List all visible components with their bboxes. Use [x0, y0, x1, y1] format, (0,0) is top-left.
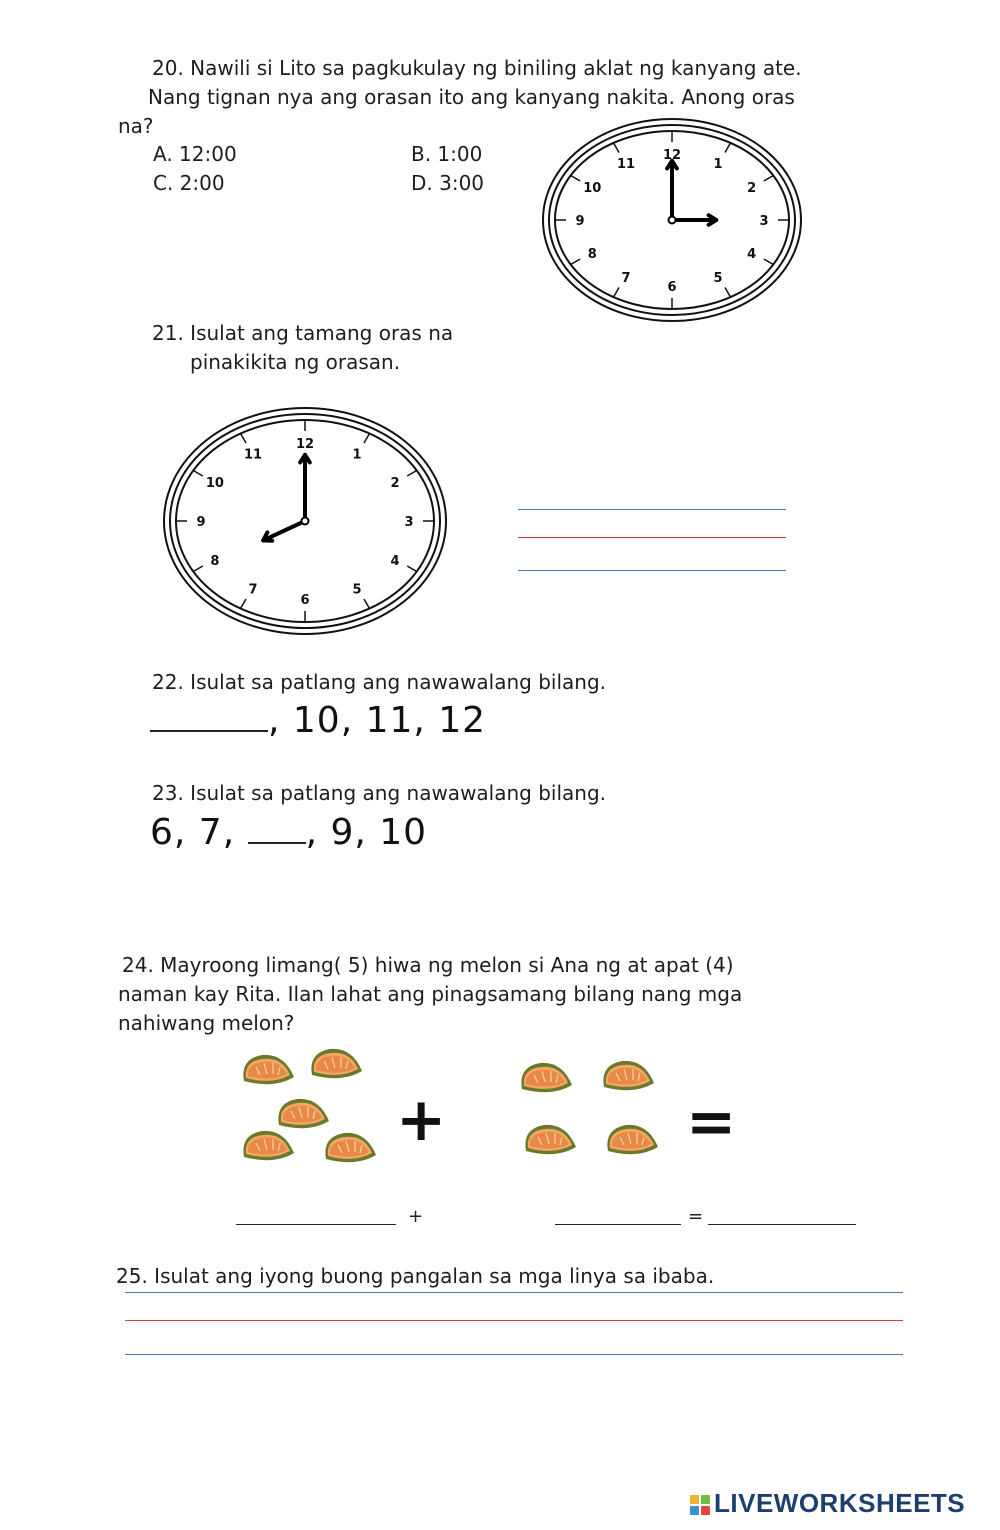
q21-line1: 21. Isulat ang tamang oras na	[152, 321, 454, 345]
q24-line3: nahiwang melon?	[118, 1011, 295, 1035]
melon-slice-icon	[278, 1099, 329, 1128]
clock-number: 3	[759, 214, 769, 229]
q23-blank[interactable]	[248, 814, 306, 844]
equals-sign: =	[686, 1087, 737, 1157]
clock-center	[669, 217, 676, 224]
melon-illustration	[230, 1045, 700, 1180]
clock-tick	[241, 434, 247, 444]
q22-blank[interactable]	[150, 702, 268, 732]
clock-number: 9	[196, 515, 206, 530]
clock-number: 9	[575, 214, 585, 229]
name-line-top	[125, 1292, 903, 1293]
q20-line2: Nang tignan nya ang orasan ito ang kanyang nakita. Anong oras	[148, 85, 795, 109]
name-line-middle	[125, 1320, 903, 1321]
clock-number: 5	[352, 582, 362, 598]
name-line-bottom	[125, 1354, 903, 1355]
q25-text: 25. Isulat ang iyong buong pangalan sa mga linya sa ibaba.	[116, 1264, 715, 1288]
q20-choice-c[interactable]: C. 2:00	[153, 171, 225, 195]
clock-number: 6	[667, 280, 677, 295]
clock-tick	[764, 176, 774, 182]
clock-number: 1	[352, 447, 362, 463]
q24-blank-2[interactable]	[555, 1224, 681, 1225]
q22-text: 22. Isulat sa patlang ang nawawalang bilang.	[152, 670, 607, 694]
clock-tick	[193, 566, 203, 572]
melon-slice-icon	[243, 1131, 294, 1160]
clock-tick	[614, 143, 620, 153]
clock-number: 1	[713, 156, 723, 172]
clock-tick	[614, 288, 620, 298]
clock-number: 7	[621, 271, 631, 287]
q24-plus-small: +	[408, 1206, 424, 1227]
guide-line-bottom	[518, 570, 786, 571]
clock-center	[302, 518, 309, 525]
logo-text: LIVEWORKSHEETS	[714, 1488, 966, 1518]
clock-number: 2	[390, 476, 400, 491]
melon-slice-icon	[607, 1125, 658, 1154]
q23-sequence-start: 6, 7,	[150, 812, 248, 853]
guide-line-top	[518, 509, 786, 510]
clock-number: 2	[747, 181, 757, 196]
q21-line2: pinakikita ng orasan.	[190, 350, 401, 374]
clock-tick	[571, 259, 581, 265]
clock-number: 8	[210, 554, 220, 569]
clock-tick	[764, 259, 774, 265]
clock-number: 8	[587, 247, 597, 262]
clock-number: 11	[243, 447, 263, 463]
clock-number: 12	[662, 148, 682, 163]
q20-line3: na?	[118, 114, 154, 138]
plus-sign: +	[396, 1085, 447, 1155]
q24-line2: naman kay Rita. Ilan lahat ang pinagsamang bilang nang mga	[118, 982, 743, 1006]
q20-choice-b[interactable]: B. 1:00	[411, 142, 483, 166]
clock-number: 4	[390, 554, 400, 569]
melon-slice-icon	[521, 1063, 572, 1092]
clock-tick	[407, 566, 417, 572]
melon-slice-icon	[603, 1061, 654, 1090]
q24-line1: 24. Mayroong limang( 5) hiwa ng melon si Ana ng at apat (4)	[122, 953, 734, 977]
q22-sequence	[150, 700, 486, 741]
q21-clock-icon	[160, 404, 450, 639]
q23-sequence	[150, 812, 427, 853]
liveworksheets-logo	[690, 1488, 965, 1519]
q20-choice-a[interactable]: A. 12:00	[153, 142, 237, 166]
q22-sequence-text: , 10, 11, 12	[268, 700, 487, 741]
clock-tick	[364, 599, 370, 609]
guide-line-middle	[518, 537, 786, 538]
logo-mark-icon	[690, 1495, 710, 1515]
melon-slice-icon	[525, 1125, 576, 1154]
q24-equals-small: =	[688, 1206, 704, 1227]
clock-number: 11	[616, 156, 636, 172]
melon-slice-icon	[243, 1055, 294, 1084]
melon-slice-icon	[311, 1049, 362, 1078]
clock-number: 7	[248, 582, 258, 598]
clock-number: 12	[295, 437, 315, 452]
clock-number: 5	[713, 271, 723, 287]
q20-line1: 20. Nawili si Lito sa pagkukulay ng biniling aklat ng kanyang ate.	[152, 56, 802, 80]
clock-number: 3	[404, 515, 414, 530]
clock-tick	[725, 288, 731, 298]
q23-sequence-end: , 9, 10	[305, 812, 428, 853]
clock-tick	[725, 143, 731, 153]
clock-tick	[241, 599, 247, 609]
clock-number: 6	[300, 593, 310, 608]
clock-tick	[364, 434, 370, 444]
melon-slice-icon	[325, 1133, 376, 1162]
clock-number: 4	[747, 247, 757, 262]
q24-blank-answer[interactable]	[708, 1224, 856, 1225]
q20-choice-d[interactable]: D. 3:00	[411, 171, 485, 195]
q23-text: 23. Isulat sa patlang ang nawawalang bilang.	[152, 781, 607, 805]
clock-tick	[193, 471, 203, 477]
clock-number: 10	[205, 476, 224, 491]
clock-tick	[407, 471, 417, 477]
q24-blank-1[interactable]	[236, 1224, 396, 1225]
clock-hour-hand	[263, 521, 305, 540]
q20-clock-icon	[540, 114, 805, 326]
clock-tick	[571, 176, 581, 182]
clock-number: 10	[583, 181, 602, 196]
